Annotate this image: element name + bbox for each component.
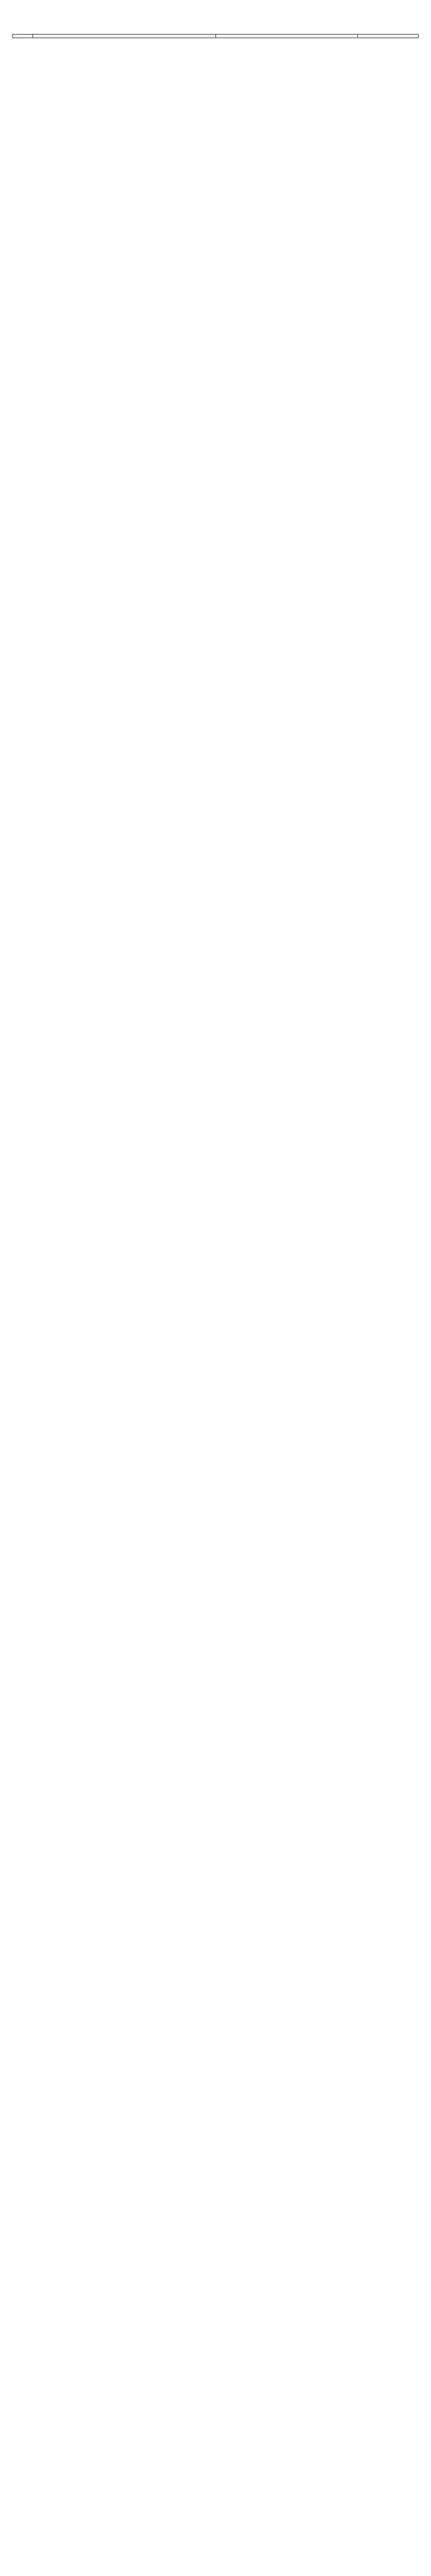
header-rank — [357, 34, 418, 38]
adjudicators-block — [12, 21, 419, 29]
header-sbd — [13, 34, 33, 38]
header-couple — [33, 34, 216, 38]
header-club — [216, 34, 357, 38]
results-table — [12, 34, 419, 38]
officials-section — [12, 18, 419, 29]
results-page — [0, 0, 431, 59]
results-header-row — [13, 34, 419, 38]
